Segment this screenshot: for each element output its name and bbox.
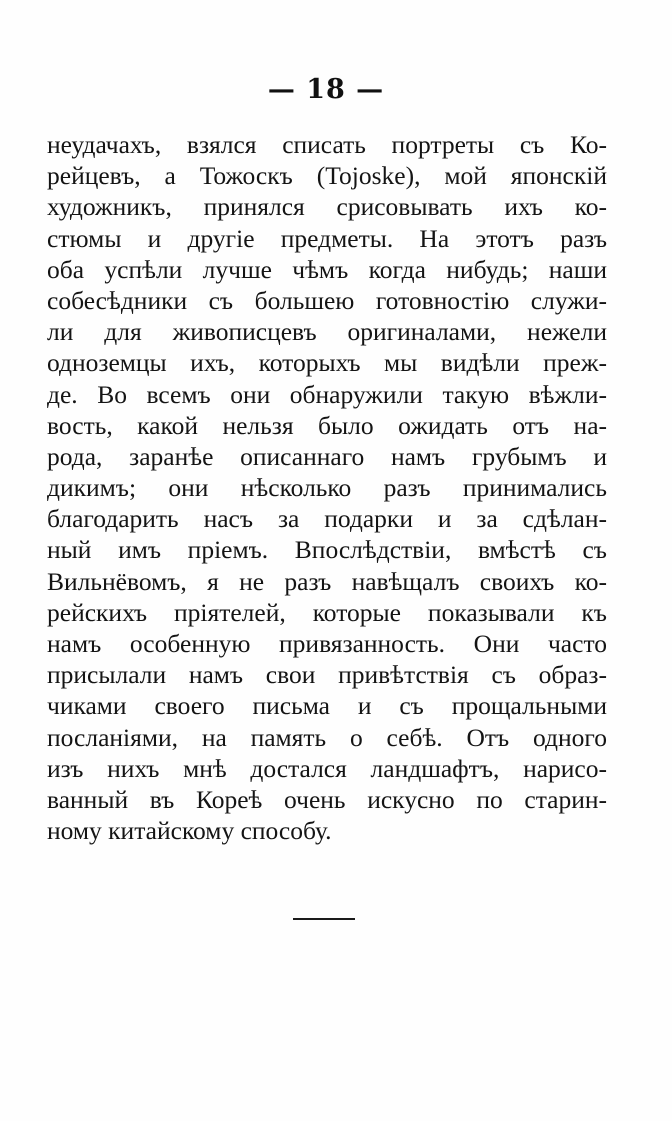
text-line: рейцевъ, а Тожоскъ (Tojoske), мой японскій: [47, 161, 607, 191]
text-line: дикимъ; они нѣсколько разъ принимались: [47, 473, 607, 503]
text-line: благодарить насъ за подарки и за сдѣлан-: [47, 504, 607, 534]
text-line: ванный въ Кореѣ очень искусно по старин-: [47, 784, 607, 814]
text-line: стюмы и другіе предметы. На этотъ разъ: [47, 223, 607, 253]
text-line: собесѣдники съ большею готовностію служи-: [47, 285, 607, 315]
text-line: вость, какой нельзя было ожидать отъ на-: [47, 410, 607, 440]
text-line: изъ нихъ мнѣ достался ландшафтъ, нарисо-: [47, 753, 607, 783]
body-text: [47, 129, 607, 846]
text-line: оба успѣли лучше чѣмъ когда нибудь; наши: [47, 254, 607, 284]
text-line: присылали намъ свои привѣтствія съ образ-: [47, 660, 607, 690]
text-line: художникъ, принялся срисовывать ихъ ко-: [47, 192, 607, 222]
text-line: ли для живописцевъ оригиналами, нежели: [47, 317, 607, 347]
text-line: чиками своего письма и съ прощальными: [47, 691, 607, 721]
text-line: рейскихъ пріятелей, которые показывали къ: [47, 597, 607, 627]
text-line: одноземцы ихъ, которыхъ мы видѣли преж-: [47, 348, 607, 378]
page-number: — 18 —: [267, 74, 385, 105]
text-line: де. Во всемъ они обнаружили такую вѣжли-: [47, 379, 607, 409]
text-line: рода, заранѣе описаннаго намъ грубымъ и: [47, 441, 607, 471]
section-end-rule: [293, 918, 355, 920]
text-line: неудачахъ, взялся списать портреты съ Ко-: [47, 130, 607, 159]
text-line: намъ особенную привязанность. Они часто: [47, 629, 607, 658]
text-line: ному китайскому способу.: [47, 816, 332, 846]
text-line: ный имъ пріемъ. Впослѣдствіи, вмѣстѣ съ: [47, 535, 607, 565]
text-line: Вильнёвомъ, я не разъ навѣщалъ своихъ ко-: [47, 566, 607, 596]
text-line: посланіями, на память о себѣ. Отъ одного: [47, 722, 607, 752]
